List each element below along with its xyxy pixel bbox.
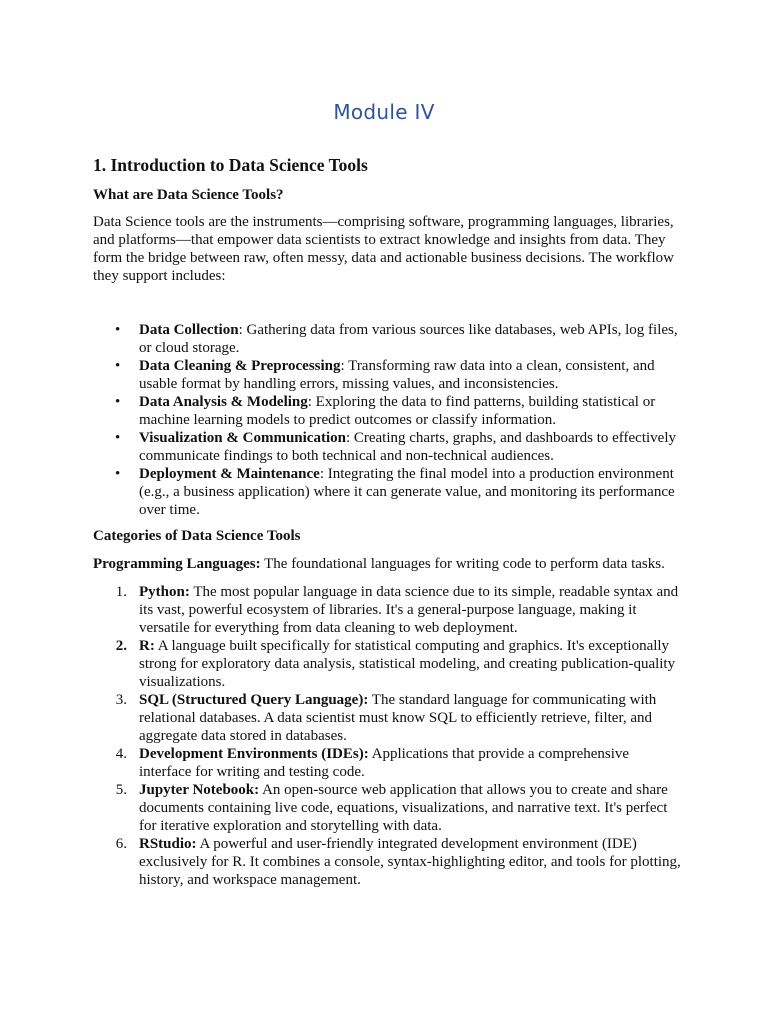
document-body [93,154,683,889]
list-item-term: Data Collection [139,322,239,338]
list-item-text: : Integrating the final model into a production environment (e.g., a business application) where it can generate value, and monitoring its performance over time. [139,466,675,518]
section-heading: 1. Introduction to Data Science Tools [93,155,368,175]
tools-list [93,583,683,889]
languages-term: Programming Languages: [93,556,261,572]
categories-heading: Categories of Data Science Tools [93,528,301,544]
intro-paragraph: Data Science tools are the instruments—comprising software, programming languages, libraries, and platforms—that empower data scientists to extract knowledge and insights from data. They form the bridge between raw, often messy, data and actionable business decisions. The workflow they support includes: [93,214,674,284]
list-item-text: The standard language for communicating with relational databases. A data scientist must know SQL to efficiently retrieve, filter, and aggregate data stored in databases. [139,692,657,744]
list-item-term: R: [139,638,155,654]
bullet-icon: • [115,394,121,410]
list-number: 4. [115,746,127,762]
bullet-icon: • [115,430,121,446]
list-item [93,393,683,429]
list-item-term: Jupyter Notebook: [139,782,260,798]
list-item-term: RStudio: [139,836,197,852]
list-item-text: : Transforming raw data into a clean, consistent, and usable format by handling errors, missing values, and inconsistencies. [139,358,655,392]
languages-text: The foundational languages for writing code to perform data tasks. [260,556,665,572]
list-item-text: : Creating charts, graphs, and dashboards to effectively communicate findings to both technical and non-technical audiences. [139,430,676,464]
list-item-term: Development Environments (IDEs): [139,746,369,762]
bullet-icon: • [115,322,121,338]
list-item [93,637,683,691]
list-item-text: A language built specifically for statistical computing and graphics. It's exceptionally strong for exploratory data analysis, statistical modeling, and creating publication-quality visualizations. [139,638,676,690]
section-subheading: What are Data Science Tools? [93,187,284,203]
list-item-term: Deployment & Maintenance [139,466,320,482]
list-number: 2. [115,638,127,654]
workflow-list [93,321,683,519]
list-item-text: : Gathering data from various sources like databases, web APIs, log files, or cloud storage. [139,322,678,356]
bullet-icon: • [115,466,121,482]
bullet-icon: • [115,358,121,374]
list-item [93,321,683,357]
list-item [93,691,683,745]
list-item [93,583,683,637]
list-item-term: Data Analysis & Modeling [139,394,308,410]
module-title: Module IV [333,100,435,124]
list-item [93,357,683,393]
list-item [93,465,683,519]
list-item-text: : Exploring the data to find patterns, building statistical or machine learning models to predict outcomes or classify information. [139,394,656,428]
list-number: 1. [115,584,127,600]
list-item [93,745,683,781]
list-item-term: Visualization & Communication [139,430,346,446]
list-item-text: Applications that provide a comprehensive interface for writing and testing code. [139,746,630,780]
list-item-text: A powerful and user-friendly integrated development environment (IDE) exclusively for R. It combines a console, syntax-highlighting editor, and tools for plotting, history, and workspace management. [139,836,681,888]
list-number: 6. [115,836,127,852]
list-item-term: Python: [139,584,190,600]
languages-paragraph [93,555,683,573]
list-item [93,429,683,465]
list-item-text: An open-source web application that allows you to create and share documents containing live code, equations, visualizations, and narrative text. It's perfect for iterative exploration and storytelling with data. [139,782,668,834]
list-item-term: SQL (Structured Query Language): [139,692,369,708]
list-item-text: The most popular language in data science due to its simple, readable syntax and its vast, powerful ecosystem of libraries. It's a general-purpose language, making it versatile for everything from data cleaning to web deployment. [139,584,679,636]
list-number: 3. [115,692,127,708]
list-item [93,781,683,835]
list-item-term: Data Cleaning & Preprocessing [139,358,341,374]
list-number: 5. [115,782,127,798]
list-item [93,835,683,889]
